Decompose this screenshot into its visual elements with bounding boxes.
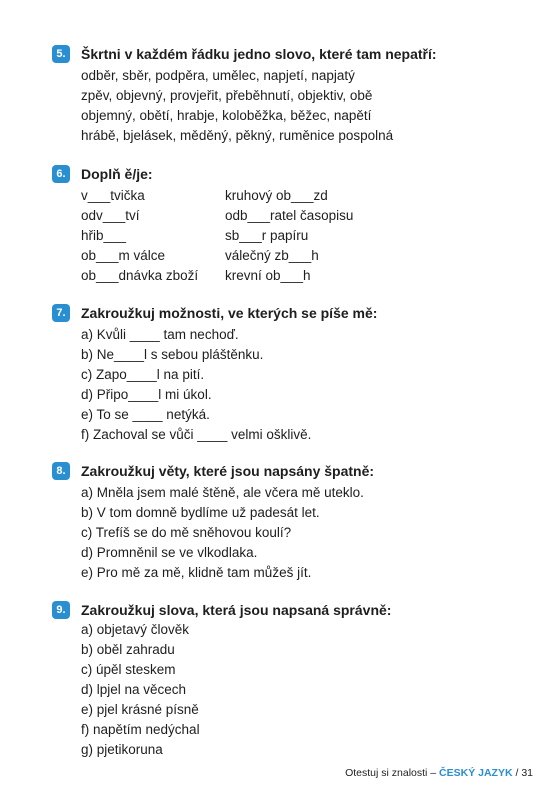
exercise-9-title: Zakroužkuj slova, která jsou napsaná správně: — [81, 602, 392, 618]
exercise-7-option: a) Kvůli ____ tam nechoď. — [81, 327, 239, 342]
exercise-8-number-badge: 8. — [52, 462, 70, 480]
exercise-9-option: e) pjel krásné písně — [81, 702, 199, 717]
exercise-7-option: f) Zachoval se vůči ____ velmi ošklivě. — [81, 427, 312, 442]
exercise-9 — [52, 600, 522, 757]
exercise-6-item-right: odb___ratel časopisu — [225, 208, 354, 223]
exercise-6-item-left: ob___dnávka zboží — [81, 268, 199, 283]
exercise-8-header — [52, 461, 522, 483]
exercise-5-number-badge: 5. — [52, 45, 70, 63]
exercise-7-number-badge: 7. — [52, 304, 70, 322]
exercise-9-option: b) oběl zahradu — [81, 642, 175, 657]
footer-subject: ČESKÝ JAZYK — [439, 767, 513, 779]
exercise-6-item-right: sb___r papíru — [225, 228, 309, 243]
exercise-5-line: hrábě, bjelásek, měděný, pěkný, ruměnice pospolná — [81, 128, 394, 143]
exercise-6-item-left: odv___tví — [81, 208, 140, 223]
exercise-6-item-right: válečný zb___h — [225, 248, 319, 263]
exercise-5-line: objemný, obětí, hrabje, koloběžka, běžec, napětí — [81, 108, 372, 123]
page-footer — [345, 767, 533, 779]
exercise-8 — [52, 461, 522, 580]
exercise-6 — [52, 164, 522, 283]
footer-page-number: / 31 — [515, 767, 533, 779]
exercise-9-option: g) pjetikoruna — [81, 742, 163, 757]
exercise-8-option: b) V tom domně bydlíme už padesát let. — [81, 505, 320, 520]
exercise-8-option: c) Trefíš se do mě sněhovou koulí? — [81, 525, 292, 540]
exercise-9-option: a) objetavý člověk — [81, 622, 190, 637]
exercise-6-item-left: v___tvička — [81, 188, 145, 203]
exercise-9-number-badge: 9. — [52, 601, 70, 619]
exercise-5-title: Škrtni v každém řádku jedno slovo, které tam nepatří: — [81, 46, 437, 62]
exercise-9-option: f) napětím nedýchal — [81, 722, 200, 737]
exercise-7-option: e) To se ____ netýká. — [81, 407, 210, 422]
exercise-5-header — [52, 44, 522, 66]
exercise-6-item-right: kruhový ob___zd — [225, 188, 328, 203]
exercise-9-option: c) úpěl steskem — [81, 662, 176, 677]
exercise-9-header — [52, 600, 522, 622]
exercise-8-title: Zakroužkuj věty, které jsou napsány špatně: — [81, 463, 375, 479]
exercise-7-option: b) Ne____l s sebou pláštěnku. — [81, 347, 264, 362]
footer-prefix: Otestuj si znalosti – — [345, 767, 437, 779]
exercise-6-item-left: ob___m válce — [81, 248, 166, 263]
exercise-6-number-badge: 6. — [52, 165, 70, 183]
exercise-5 — [52, 44, 522, 143]
exercise-7 — [52, 303, 522, 442]
exercise-7-header — [52, 303, 522, 325]
exercise-7-option: c) Zapo____l na pití. — [81, 367, 205, 382]
exercise-7-title: Zakroužkuj možnosti, ve kterých se píše mě: — [81, 305, 378, 321]
exercise-5-line: odběr, sběr, podpěra, umělec, napjetí, napjatý — [81, 68, 355, 83]
exercise-8-option: a) Mněla jsem malé štěně, ale včera mě uteklo. — [81, 485, 364, 500]
exercise-5-line: zpěv, objevný, provjeřit, přeběhnutí, objektiv, obě — [81, 88, 373, 103]
exercise-6-item-left: hřib___ — [81, 228, 127, 243]
exercise-8-option: d) Promněnil se ve vlkodlaka. — [81, 545, 258, 560]
exercise-6-item-right: krevní ob___h — [225, 268, 311, 283]
exercise-9-option: d) lpjel na věcech — [81, 682, 187, 697]
exercise-6-header — [52, 164, 522, 186]
exercise-8-option: e) Pro mě za mě, klidně tam můžeš jít. — [81, 565, 312, 580]
exercise-7-option: d) Připo____l mi úkol. — [81, 387, 212, 402]
exercise-6-title: Doplň ě/je: — [81, 166, 153, 182]
